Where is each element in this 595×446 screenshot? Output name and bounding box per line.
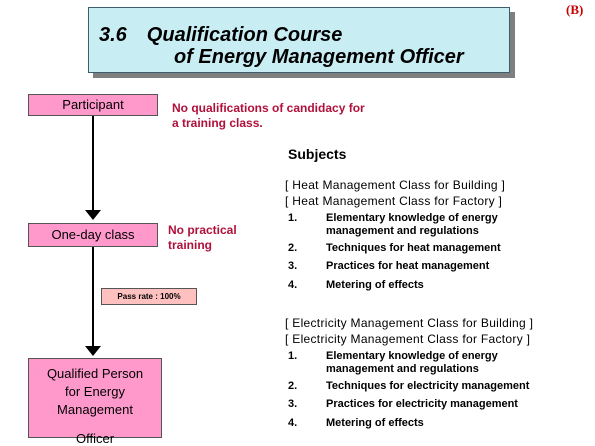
heat-item-2-text: Techniques for heat management xyxy=(326,242,501,254)
participant-box: Participant xyxy=(28,94,158,116)
one-day-note xyxy=(168,223,237,253)
electricity-item-3-text: Practices for electricity management xyxy=(326,398,518,410)
qualified-line-2: for Energy xyxy=(65,384,125,399)
electricity-item-4-num: 4. xyxy=(288,417,298,429)
heat-item-1-text: Elementary knowledge of energy management and regulations xyxy=(326,212,498,237)
one-day-note-line-1: No practical xyxy=(168,223,237,237)
qualified-line-3: Management xyxy=(57,402,133,417)
electricity-item-2-num: 2. xyxy=(288,380,298,392)
arrowhead-1 xyxy=(85,210,101,220)
connector-line-2 xyxy=(92,247,94,347)
electricity-class-building: [ Electricity Management Class for Building ] xyxy=(285,316,534,330)
heat-item-3-num: 3. xyxy=(288,260,298,272)
one-day-note-line-2: training xyxy=(168,238,212,252)
arrowhead-2 xyxy=(85,346,101,356)
heat-item-1-num: 1. xyxy=(288,212,298,224)
corner-label: (B) xyxy=(566,2,584,17)
subjects-heading: Subjects xyxy=(288,146,347,162)
connector-line-1 xyxy=(92,116,94,211)
heat-item-3-text: Practices for heat management xyxy=(326,260,490,272)
participant-note-line-1: No qualifications of candidacy for xyxy=(172,101,365,115)
qualified-line-1: Qualified Person xyxy=(46,366,144,381)
heat-class-building: [ Heat Management Class for Building ] xyxy=(285,178,506,192)
pass-rate-badge: Pass rate : 100% xyxy=(101,288,197,305)
electricity-class-factory: [ Electricity Management Class for Factory ] xyxy=(285,332,531,346)
heat-item-4-text: Metering of effects xyxy=(326,279,424,291)
title-line-2: of Energy Management Officer xyxy=(174,46,464,68)
qualified-person-box xyxy=(28,358,162,438)
electricity-item-2-text: Techniques for electricity management xyxy=(326,380,530,392)
participant-note-line-2: a training class. xyxy=(172,116,263,130)
title-line-1: 3.6 Qualification Course xyxy=(99,24,343,46)
one-day-class-box: One-day class xyxy=(28,223,158,247)
heat-item-4-num: 4. xyxy=(288,279,298,291)
heat-item-2-num: 2. xyxy=(288,242,298,254)
title-box xyxy=(88,7,510,73)
participant-note xyxy=(172,101,365,131)
electricity-item-1-text: Elementary knowledge of energy management and regulations xyxy=(326,350,498,375)
electricity-item-1-num: 1. xyxy=(288,350,298,362)
qualified-line-4: Officer xyxy=(75,431,115,446)
heat-class-factory: [ Heat Management Class for Factory ] xyxy=(285,194,503,208)
electricity-item-3-num: 3. xyxy=(288,398,298,410)
electricity-item-4-text: Metering of effects xyxy=(326,417,424,429)
